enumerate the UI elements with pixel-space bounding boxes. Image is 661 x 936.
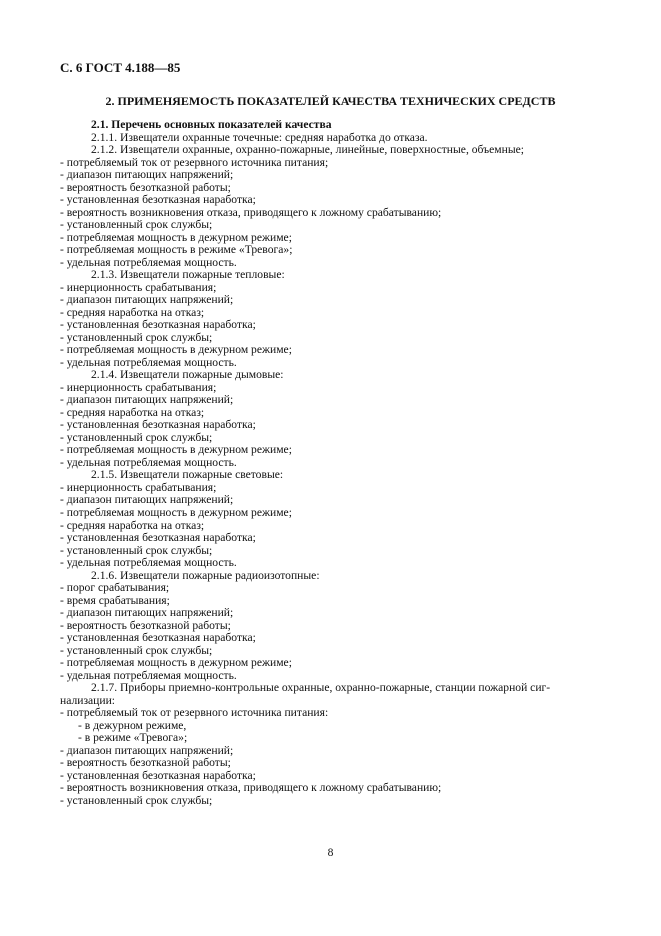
body-line: - в дежурном режиме,: [78, 718, 187, 732]
body-line: - в режиме «Тревога»;: [78, 731, 188, 745]
body-line: - вероятность возникновения отказа, приводящего к ложному срабатыванию;: [60, 781, 442, 795]
body-line: - установленная безотказная наработка;: [60, 318, 256, 332]
body-line: 2.1.5. Извещатели пожарные световые:: [91, 468, 284, 482]
document-body: [60, 118, 601, 807]
body-line: - инерционность срабатывания;: [60, 280, 217, 294]
body-line: - средняя наработка на отказ;: [60, 305, 205, 319]
body-line: - вероятность безотказной работы;: [60, 618, 231, 632]
body-line: - диапазон питающих напряжений;: [60, 293, 234, 307]
body-line: - диапазон питающих напряжений;: [60, 606, 234, 620]
body-line: - диапазон питающих напряжений;: [60, 493, 234, 507]
body-line: - удельная потребляемая мощность.: [60, 455, 237, 469]
body-line: - установленный срок службы;: [60, 218, 213, 232]
body-line: 2.1. Перечень основных показателей качества: [91, 118, 332, 131]
body-line: - установленная безотказная наработка;: [60, 768, 256, 782]
body-line: - потребляемая мощность в дежурном режиме;: [60, 656, 292, 670]
body-line: - установленная безотказная наработка;: [60, 193, 256, 207]
body-line: 2.1.2. Извещатели охранные, охранно-пожарные, линейные, поверхностные, объемные;: [91, 143, 524, 157]
body-line: - потребляемая мощность в режиме «Тревога»;: [60, 243, 293, 257]
body-line: - средняя наработка на отказ;: [60, 405, 205, 419]
body-line: - вероятность безотказной работы;: [60, 180, 231, 194]
body-line: - установленная безотказная наработка;: [60, 631, 256, 645]
body-line: - инерционность срабатывания;: [60, 480, 217, 494]
section-heading: 2. ПРИМЕНЯЕМОСТЬ ПОКАЗАТЕЛЕЙ КАЧЕСТВА ТЕХНИЧЕСКИХ СРЕДСТВ: [105, 94, 556, 108]
body-line: - установленный срок службы;: [60, 543, 213, 557]
body-line: - удельная потребляемая мощность.: [60, 255, 237, 269]
body-line: - потребляемая мощность в дежурном режиме;: [60, 505, 292, 519]
body-line: 2.1.1. Извещатели охранные точечные: средняя наработка до отказа.: [91, 130, 428, 144]
body-line: - инерционность срабатывания;: [60, 380, 217, 394]
body-line: - вероятность возникновения отказа, приводящего к ложному срабатыванию;: [60, 205, 442, 219]
body-line: - время срабатывания;: [60, 593, 170, 607]
body-line: - удельная потребляемая мощность.: [60, 355, 237, 369]
body-line: 2.1.6. Извещатели пожарные радиоизотопные:: [91, 568, 320, 582]
body-line: - установленный срок службы;: [60, 430, 213, 444]
body-line: 2.1.3. Извещатели пожарные тепловые:: [91, 268, 285, 282]
body-line: - удельная потребляемая мощность.: [60, 668, 237, 682]
body-line: - установленная безотказная наработка;: [60, 418, 256, 432]
body-line: нализации:: [60, 693, 116, 707]
body-line: - диапазон питающих напряжений;: [60, 393, 234, 407]
page-number: 8: [327, 846, 334, 859]
body-line: - средняя наработка на отказ;: [60, 518, 205, 532]
body-line: - потребляемый ток от резервного источника питания;: [60, 155, 329, 169]
body-line: - вероятность безотказной работы;: [60, 756, 231, 770]
body-line: - потребляемый ток от резервного источника питания:: [60, 706, 329, 720]
body-line: - диапазон питающих напряжений;: [60, 743, 234, 757]
body-line: - потребляемая мощность в дежурном режиме;: [60, 343, 292, 357]
body-line: - потребляемая мощность в дежурном режиме;: [60, 443, 292, 457]
body-line: - установленный срок службы;: [60, 330, 213, 344]
body-line: 2.1.4. Извещатели пожарные дымовые:: [91, 368, 284, 382]
body-line: - удельная потребляемая мощность.: [60, 556, 237, 570]
document-header: С. 6 ГОСТ 4.188—85: [60, 60, 181, 75]
body-line: - порог срабатывания;: [60, 581, 170, 595]
body-line: - установленный срок службы;: [60, 793, 213, 807]
body-line: - установленная безотказная наработка;: [60, 531, 256, 545]
body-line: - установленный срок службы;: [60, 643, 213, 657]
body-line: 2.1.7. Приборы приемно-контрольные охранные, охранно-пожарные, станции пожарной сиг-: [91, 681, 551, 695]
body-line: - диапазон питающих напряжений;: [60, 168, 234, 182]
body-line: - потребляемая мощность в дежурном режиме;: [60, 230, 292, 244]
